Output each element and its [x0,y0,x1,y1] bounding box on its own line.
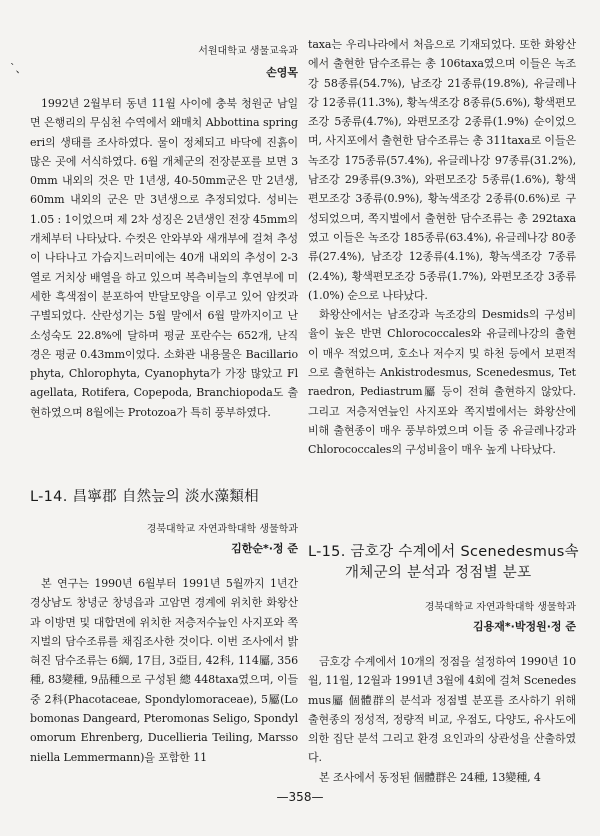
abstract-body [30,574,298,767]
abstract-paragraph: 본 조사에서 동정된 個體群은 24種, 13變種, 4 [319,770,541,784]
abstract-paragraph: 화왕산에서는 남조강과 녹조강의 Desmids의 구성비율이 높은 반면 Chlorococcales와 유글레나강의 출현이 매우 적었으며, 호소나 저수지 및 하천 등에서 보편적으로 출현하는 Ankistrodesmus, Scenedesmus, Tetraedron, Pediastrum屬 등이 전혀 출현하지 않았다. 그리고 저층저연늪인 사지포와 쪽지벌에서는 화왕산에 비해 출현종이 매우 풍부하였으며 이들 중 유글레나강과 Chlorococcales의 구성비율이 매우 높게 나타났다. [308,308,576,457]
author: 김한순*·정 준 [231,542,298,555]
abstract-body [308,652,576,787]
affiliation: 경북대학교 자연과학대학 생물학과 [146,524,298,535]
abstract-body [30,94,298,422]
author: 김용재*·박정원·정 준 [473,620,576,633]
affiliation: 서원대학교 생물교육과 [198,46,298,57]
section-title: L-14. 昌寧郡 自然늪의 淡水藻類相 [30,489,259,505]
scan-mark: `、 [10,62,27,75]
abstract-paragraph: 금호강 수계에서 10개의 정점을 설정하여 1990년 10월, 11월, 12월과 1991년 3월에 4회에 걸쳐 Scenedesmus屬 個體群의 분석과 정점별 분포를 조사하기 위해 출현종의 정성적, 정량적 비교, 우점도, 다양도, 유사도에 의한 집단 분석 그리고 환경 요인과의 상관성을 산출하였다. [308,655,576,765]
section-title-line2: 개체군의 분석과 정점별 분포 [345,565,532,581]
abstract-paragraph: 본 연구는 1990년 6월부터 1991년 5월까지 1년간 경상남도 창녕군 창녕읍과 고암면 경계에 위치한 화왕산과 이방면 및 대합면에 위치한 저층저수늪인 사지포와 쪽지벌의 담수조류를 채집조사한 것이다. 이번 조사에서 밝혀진 담수조류는 6綱, 17目, 3亞目, 42科, 114屬, 356種, 83變種, 9品種으로 구성된 總 448taxa였으며, 이들 중 2科(Phacotaceae, Spondylomoraceae), 5屬(Lobomonas Dangeard, Pteromonas Seligo, Spondylomorum Ehrenberg, Ducellieria Teiling, Marssoniella Lemmermann)을 포함한 11 [30,577,298,764]
abstract-paragraph: 1992년 2월부터 동년 11월 사이에 충북 청원군 남일면 은행리의 무심천 수역에서 왜매치 Abbottina springeri의 생태를 조사하였다. 물이 정체되고 바닥에 진흙이 많은 곳에 서식하였다. 6월 개체군의 전장분포를 보면 30mm 내외의 것은 만 1년생, 40-50mm군은 만 2년생, 60mm 내외의 군은 만 3년생으로 추정되었다. 성비는 1.05 : 1이었으며 제 2차 성징은 2년생인 전장 45mm의 개체부터 나타났다. 수컷은 안와부와 새개부에 걸쳐 추성이 나타나고 가슴지느러미에는 40개 내외의 추성이 2-3열로 거치상 배열을 하고 있으며 복측비늘의 후연부에 미세한 흑색점이 분포하여 반달모양을 이루고 있어 암컷과 구별되었다. 산란성기는 5월 말에서 6월 말까지이고 난소성숙도 22.8%에 달하며 평균 포란수는 652개, 난직경은 평균 0.43mm이었다. 소화관 내용물은 Bacillariophyta, Chlorophyta, Cyanophyta가 가장 많았고 Flagellata, Rotifera, Copepoda, Branchiopoda도 출현하였으며 8월에는 Protozoa가 특히 풍부하였다. [30,97,298,419]
section-title-line1: L-15. 금호강 수계에서 Scenedesmus속 [308,544,579,560]
author: 손영목 [266,66,298,79]
abstract-paragraph: taxa는 우리나라에서 처음으로 기재되었다. 또한 화왕산에서 출현한 담수조류는 총 106taxa였으며 이들은 녹조강 58종류(54.7%), 남조강 21종류(19.8%), 유글레나강 12종류(11.3%), 황녹색조강 8종류(5.6%), 황색편모조강 5종류(4.7%), 와편모조강 2종류(1.9%) 순이었으며, 사지포에서 출현한 담수조류는 총 311taxa로 이들은 녹조강 175종류(57.4%), 유글레나강 97종류(31.2%), 남조강 29종류(9.3%), 와편모조강 5종류(1.6%), 황색편모조강 3종류(0.9%), 황녹색조강 2종류(0.6%)로 구성되었으며, 쪽지벌에서 출현한 담수조류는 총 292taxa였고 이들은 녹조강 185종류(63.4%), 유글레나강 80종류(27.4%), 남조강 12종류(4.1%), 황녹색조강 7종류(2.4%), 황색편모조강 5종류(1.7%), 와편모조강 3종류(1.0%) 순으로 나타났다. [308,38,576,302]
abstract-body [308,35,576,460]
page-number: —358— [276,790,324,804]
affiliation: 경북대학교 자연과학대학 생물학과 [424,602,576,613]
